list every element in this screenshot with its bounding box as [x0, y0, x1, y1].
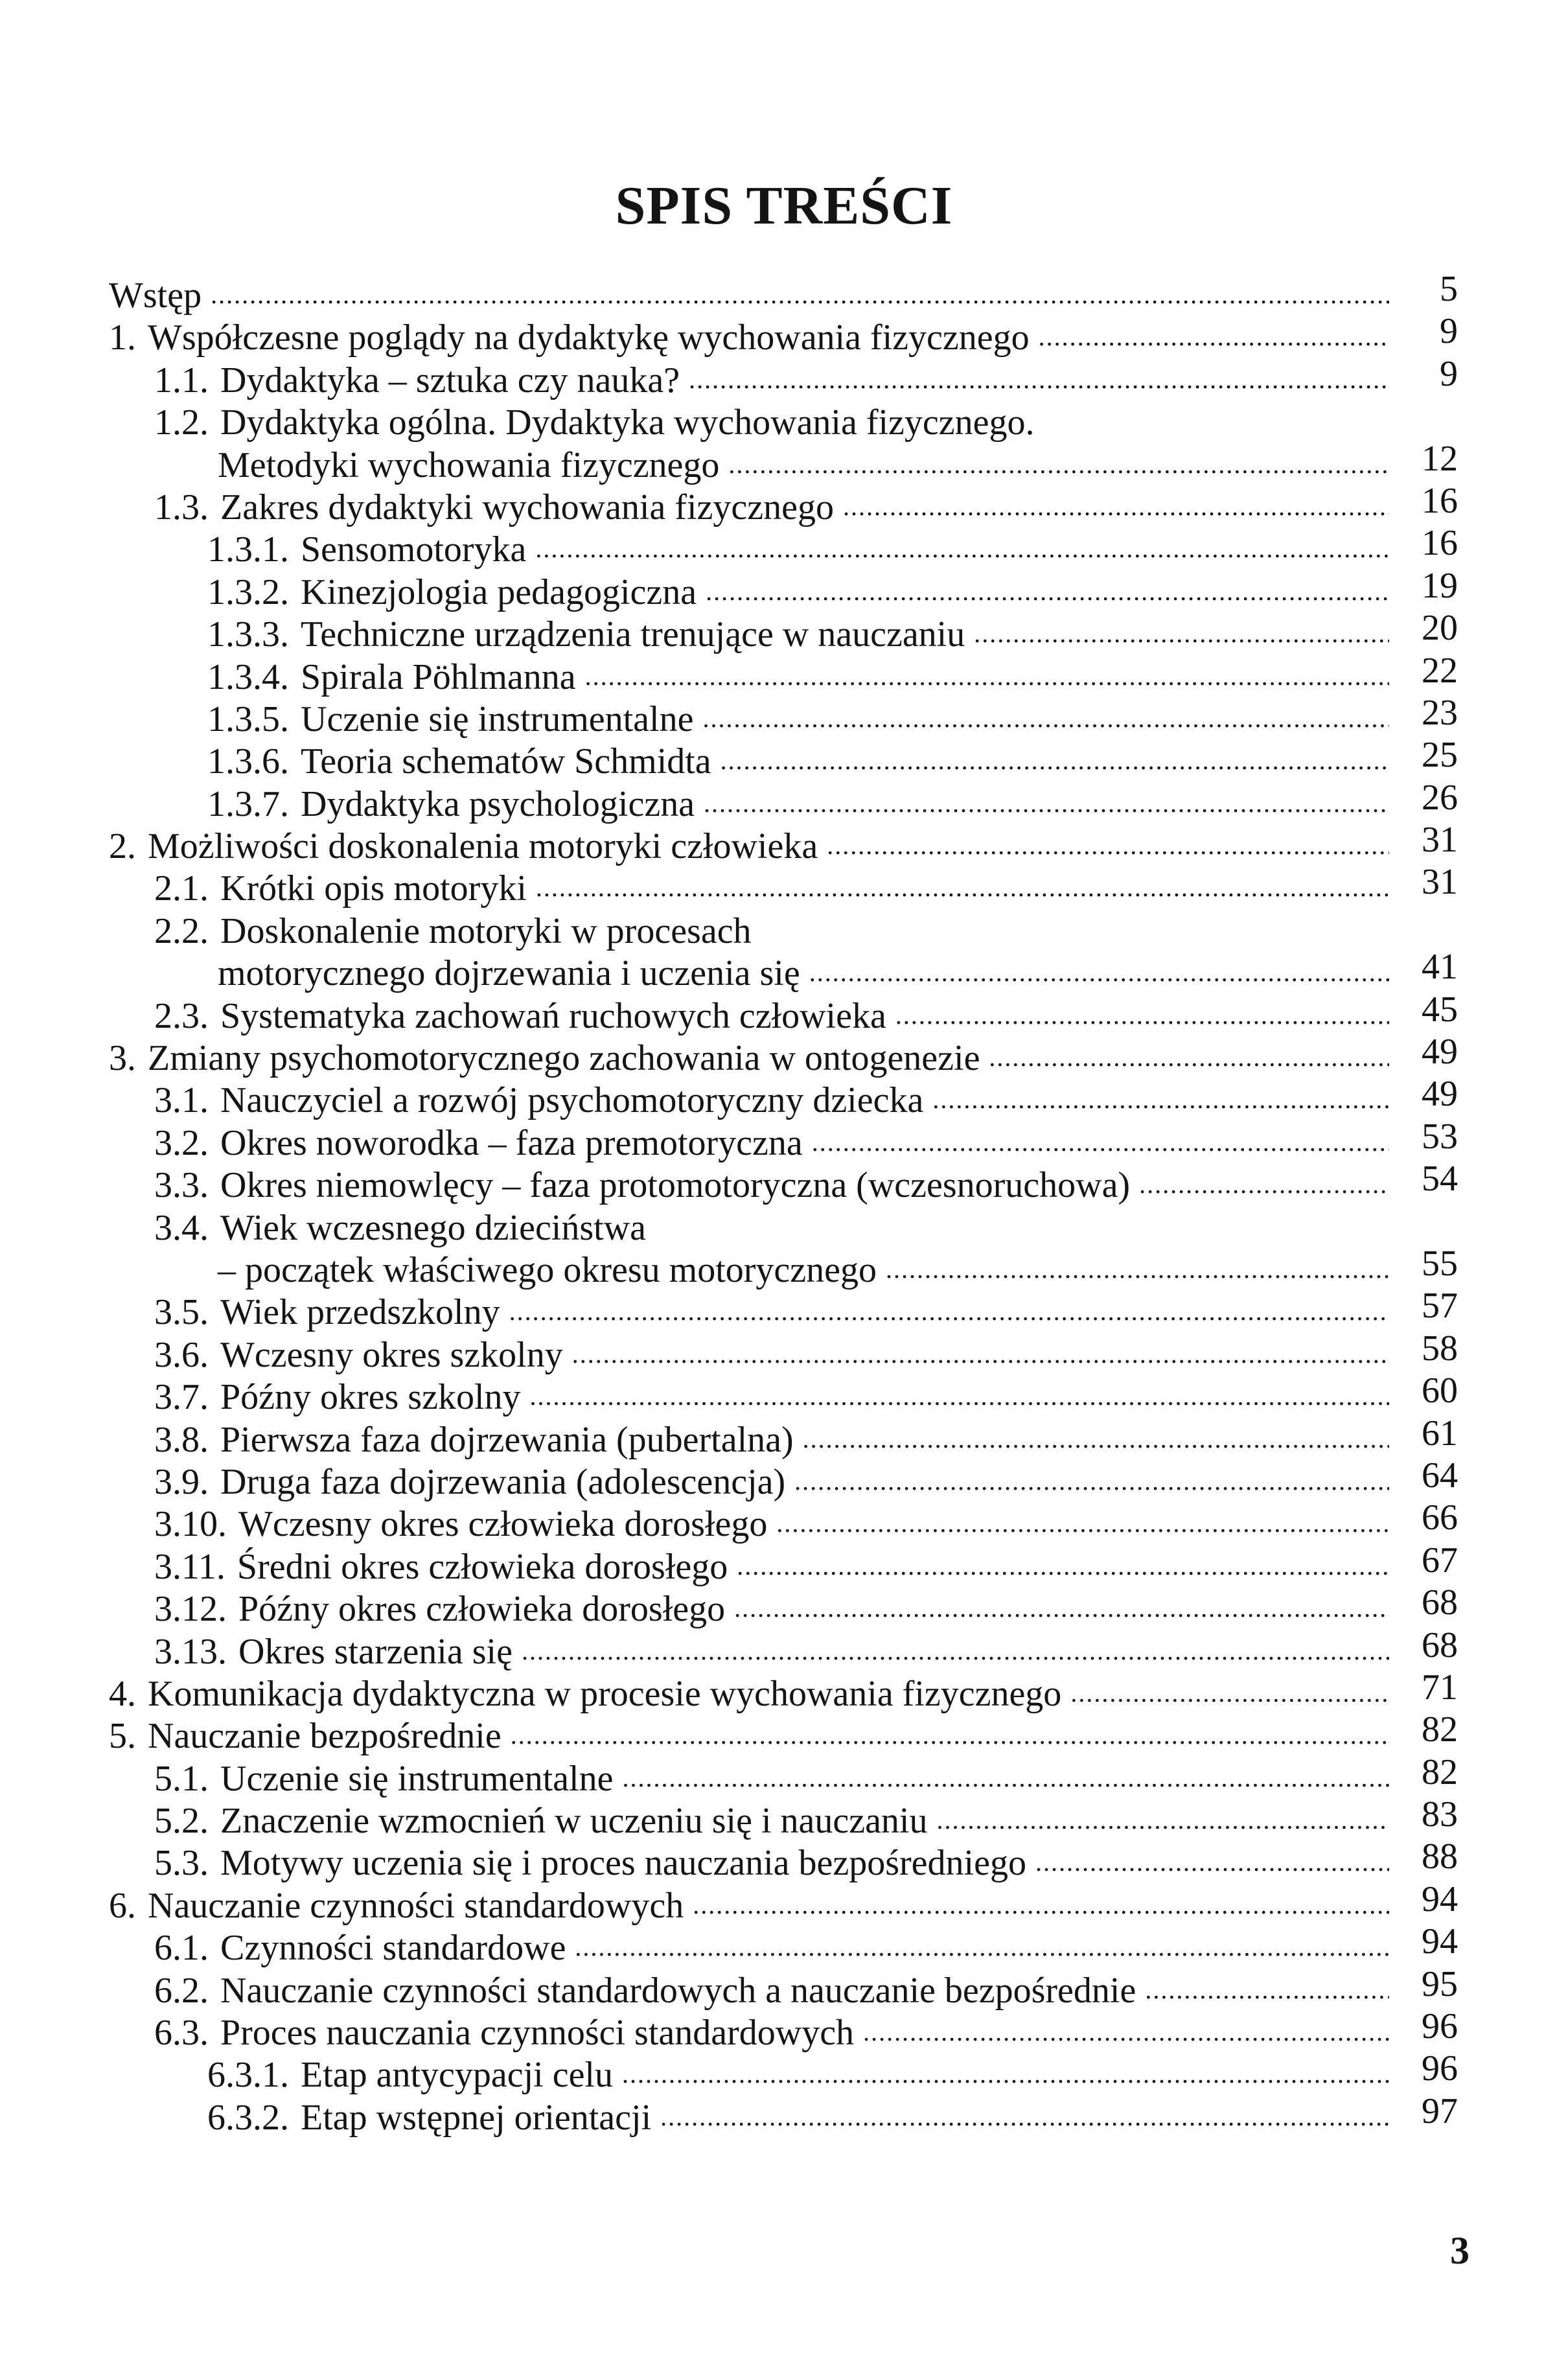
toc-label: Komunikacja dydaktyczna w procesie wychowania fizycznego — [148, 1673, 1062, 1714]
toc-page: 83 — [1422, 1794, 1458, 1835]
toc-label: Zakres dydaktyki wychowania fizycznego — [220, 487, 834, 527]
toc-label: Wiek przedszkolny — [220, 1292, 500, 1333]
toc-page: 45 — [1422, 989, 1458, 1030]
toc-entry-continuation — [109, 947, 1458, 995]
toc-entry — [109, 1371, 1458, 1418]
toc-number: 1.3.5. — [207, 699, 289, 739]
toc-entry — [109, 1540, 1458, 1588]
toc-number: 3.6. — [154, 1334, 209, 1375]
toc-page: 55 — [1422, 1243, 1458, 1284]
toc-entry — [109, 2090, 1458, 2139]
toc-page: 16 — [1422, 523, 1458, 564]
toc-number: 3. — [109, 1038, 136, 1079]
toc-page: 68 — [1422, 1582, 1458, 1623]
toc-label: Doskonalenie motoryki w procesach — [220, 910, 752, 951]
toc-label: Pierwsza faza dojrzewania (pubertalna) — [220, 1419, 794, 1460]
toc-page: 5 — [1440, 269, 1458, 309]
toc-page: 9 — [1440, 311, 1458, 352]
toc-number: 6.3. — [154, 2013, 209, 2054]
toc-entry — [109, 1286, 1458, 1334]
toc-number: 5.3. — [154, 1843, 209, 1884]
toc-label: Sensomotoryka — [301, 529, 527, 570]
toc-label: Dydaktyka psychologiczna — [301, 783, 695, 824]
toc-page: 16 — [1422, 480, 1458, 521]
toc-entry — [109, 1074, 1458, 1122]
toc-entry — [109, 650, 1458, 699]
toc-number: 3.9. — [154, 1461, 209, 1502]
toc-number: 1.3.7. — [207, 783, 289, 824]
toc-label: Wiek wczesnego dzieciństwa — [220, 1207, 647, 1248]
toc-label: Nauczanie czynności standardowych — [148, 1885, 684, 1926]
toc-number: 3.13. — [154, 1631, 227, 1672]
toc-entry — [109, 1582, 1458, 1630]
toc-entry — [109, 311, 1458, 359]
toc-number: 6.1. — [154, 1928, 209, 1969]
toc-page: 31 — [1422, 862, 1458, 903]
toc-number: 5.2. — [154, 1801, 209, 1842]
toc-label: Druga faza dojrzewania (adolescencja) — [220, 1461, 786, 1502]
toc-label: Okres noworodka – faza premotoryczna — [220, 1122, 803, 1163]
toc-number: 3.4. — [154, 1207, 209, 1248]
toc-entry — [109, 692, 1458, 741]
toc-page: 96 — [1422, 2048, 1458, 2089]
toc-label: Nauczyciel a rozwój psychomotoryczny dziecka — [220, 1080, 924, 1121]
page-number: 3 — [1450, 2229, 1470, 2272]
toc-label: Uczenie się instrumentalne — [220, 1758, 614, 1799]
toc-entry — [109, 1159, 1458, 1207]
toc-label: Znaczenie wzmocnień w uczeniu się i nauczaniu — [220, 1801, 928, 1842]
toc-number: 2.1. — [154, 868, 209, 909]
toc-entry — [109, 1667, 1458, 1715]
toc-page: 96 — [1422, 2006, 1458, 2047]
toc-label: Systematyka zachowań ruchowych człowieka — [220, 995, 886, 1036]
toc-page: 19 — [1422, 565, 1458, 606]
toc-number: 1.2. — [154, 402, 209, 443]
toc-entry — [109, 1328, 1458, 1376]
toc-page: 53 — [1422, 1116, 1458, 1157]
toc-label: Uczenie się instrumentalne — [301, 699, 694, 739]
toc-number: 1. — [109, 318, 136, 358]
toc-entry — [109, 1207, 1458, 1249]
toc-number: 1.3.6. — [207, 741, 289, 782]
toc-entry — [109, 777, 1458, 826]
toc-entry — [109, 1879, 1458, 1927]
toc-label: Spirala Pöhlmanna — [301, 656, 576, 697]
toc-number: 3.10. — [154, 1504, 227, 1545]
toc-page: 88 — [1422, 1836, 1458, 1877]
toc-page: 68 — [1422, 1625, 1458, 1665]
toc-entry — [109, 735, 1458, 783]
toc-label: Późny okres szkolny — [220, 1377, 521, 1418]
toc-label: Krótki opis motoryki — [220, 868, 527, 909]
toc-page: 67 — [1422, 1540, 1458, 1580]
toc-entry — [109, 1498, 1458, 1545]
toc-label: Średni okres człowieka dorosłego — [236, 1546, 728, 1587]
toc-page: 94 — [1422, 1879, 1458, 1919]
toc-entry — [109, 523, 1458, 571]
toc-number: 3.3. — [154, 1165, 209, 1206]
toc-label: Metodyki wychowania fizycznego — [218, 445, 720, 485]
toc-number: 1.1. — [154, 360, 209, 400]
toc-page: 49 — [1422, 1032, 1458, 1072]
toc-entry — [109, 1752, 1458, 1800]
toc-page: 58 — [1422, 1328, 1458, 1369]
toc-number: 3.11. — [154, 1546, 225, 1587]
toc-label: Kinezjologia pedagogiczna — [301, 572, 697, 612]
toc-label: Teoria schematów Schmidta — [301, 741, 711, 782]
toc-label: Dydaktyka ogólna. Dydaktyka wychowania fizycznego. — [220, 402, 1035, 443]
toc-label: Późny okres człowieka dorosłego — [238, 1589, 726, 1630]
toc-number: 1.3.2. — [207, 572, 289, 612]
toc-page: 82 — [1422, 1752, 1458, 1792]
toc-label: Nauczanie bezpośrednie — [148, 1716, 502, 1757]
toc-number: 2. — [109, 826, 136, 867]
toc-entry-continuation — [109, 1243, 1458, 1291]
toc-entry — [109, 353, 1458, 402]
toc-label: Etap antycypacji celu — [301, 2055, 613, 2096]
toc-number: 3.2. — [154, 1122, 209, 1163]
toc-number: 1.3.4. — [207, 656, 289, 697]
toc-label: – początek właściwego okresu motorycznego — [218, 1249, 877, 1290]
toc-number: 3.8. — [154, 1419, 209, 1460]
toc-entry — [109, 1032, 1458, 1080]
toc-number: 6.3.2. — [207, 2097, 289, 2138]
toc-number: 5. — [109, 1716, 136, 1757]
toc-page: 31 — [1422, 820, 1458, 861]
toc-label: Wczesny okres człowieka dorosłego — [238, 1504, 768, 1545]
toc-label: Czynności standardowe — [220, 1928, 566, 1969]
toc-entry — [109, 1836, 1458, 1884]
toc-page: 9 — [1440, 353, 1458, 394]
toc-number: 1.3.1. — [207, 529, 289, 570]
toc-page: 41 — [1422, 947, 1458, 988]
toc-page: 61 — [1422, 1413, 1458, 1453]
toc-label: motorycznego dojrzewania i uczenia się — [218, 953, 800, 994]
toc-page: 94 — [1422, 1921, 1458, 1962]
toc-page: 82 — [1422, 1709, 1458, 1750]
page-title: SPIS TREŚCI — [615, 176, 953, 236]
toc-number: 4. — [109, 1673, 136, 1714]
toc-number: 3.1. — [154, 1080, 209, 1121]
toc-page: 26 — [1422, 777, 1458, 818]
toc-entry — [109, 402, 1458, 444]
toc-page: 54 — [1422, 1159, 1458, 1199]
toc-label: Dydaktyka – sztuka czy nauka? — [220, 360, 680, 400]
toc-label: Zmiany psychomotorycznego zachowania w ontogenezie — [148, 1038, 980, 1079]
toc-entry — [109, 1116, 1458, 1164]
toc-number: 2.2. — [154, 910, 209, 951]
toc-label: Możliwości doskonalenia motoryki człowieka — [148, 826, 818, 867]
toc-page: 64 — [1422, 1455, 1458, 1496]
toc-label: Okres niemowlęcy – faza protomotoryczna (wczesnoruchowa) — [220, 1165, 1131, 1206]
toc-entry — [109, 480, 1458, 529]
toc-page: 95 — [1422, 1963, 1458, 2004]
toc-number: 3.7. — [154, 1377, 209, 1418]
toc-number: 1.3.3. — [207, 614, 289, 655]
toc-entry — [109, 820, 1458, 868]
toc-page: 71 — [1422, 1667, 1458, 1707]
toc-entry — [109, 1963, 1458, 2012]
toc-page: 12 — [1422, 438, 1458, 479]
toc-entry — [109, 1625, 1458, 1673]
toc-label: Nauczanie czynności standardowych a nauczanie bezpośrednie — [220, 1970, 1136, 2011]
toc-entry — [109, 1413, 1458, 1461]
toc-label: Wczesny okres szkolny — [220, 1334, 563, 1375]
toc-number: 5.1. — [154, 1758, 209, 1799]
toc-entry — [109, 1794, 1458, 1842]
toc-page: 66 — [1422, 1498, 1458, 1538]
toc-entry — [109, 608, 1458, 656]
toc-entry — [109, 2006, 1458, 2054]
table-of-contents — [109, 269, 1458, 2139]
toc-label: Proces nauczania czynności standardowych — [220, 2013, 855, 2054]
toc-entry — [109, 989, 1458, 1037]
toc-label: Współczesne poglądy na dydaktykę wychowania fizycznego — [148, 318, 1030, 358]
toc-page: 25 — [1422, 735, 1458, 776]
toc-page: 97 — [1422, 2090, 1458, 2131]
toc-entry — [109, 862, 1458, 910]
toc-number: 6.2. — [154, 1970, 209, 2011]
toc-entry — [109, 1709, 1458, 1757]
toc-page: 23 — [1422, 692, 1458, 733]
toc-number: 3.5. — [154, 1292, 209, 1333]
toc-label: Wstęp — [109, 275, 202, 316]
toc-page: 49 — [1422, 1074, 1458, 1115]
toc-entry — [109, 1921, 1458, 1969]
toc-entry — [109, 1455, 1458, 1503]
toc-entry — [109, 565, 1458, 614]
toc-page: 60 — [1422, 1371, 1458, 1411]
toc-entry-continuation — [109, 438, 1458, 487]
toc-entry — [109, 2048, 1458, 2096]
toc-number: 2.3. — [154, 995, 209, 1036]
toc-label: Etap wstępnej orientacji — [301, 2097, 652, 2138]
toc-label: Motywy uczenia się i proces nauczania bezpośredniego — [220, 1843, 1026, 1884]
toc-number: 6. — [109, 1885, 136, 1926]
toc-number: 1.3. — [154, 487, 209, 527]
toc-page: 20 — [1422, 608, 1458, 649]
toc-entry — [109, 910, 1458, 953]
toc-label: Okres starzenia się — [238, 1631, 513, 1672]
toc-entry — [109, 269, 1458, 317]
toc-page: 22 — [1422, 650, 1458, 691]
toc-page: 57 — [1422, 1286, 1458, 1326]
toc-label: Techniczne urządzenia trenujące w nauczaniu — [301, 614, 965, 655]
toc-number: 6.3.1. — [207, 2055, 289, 2096]
toc-number: 3.12. — [154, 1589, 227, 1630]
